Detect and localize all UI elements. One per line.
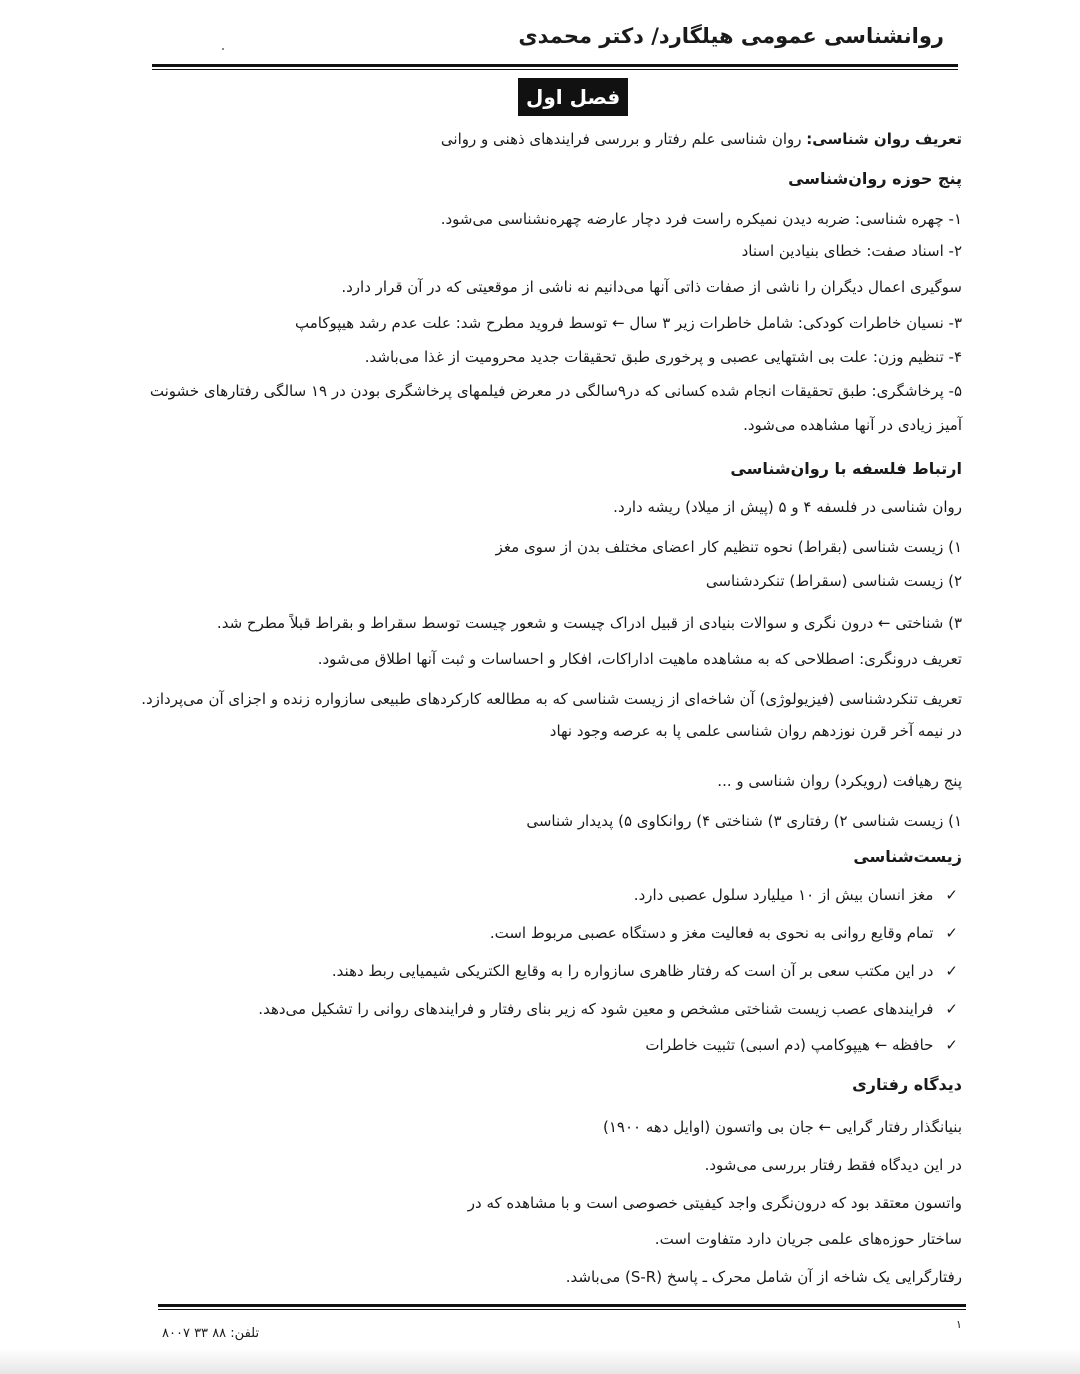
text-line: در نیمه آخر قرن نوزدهم روان شناسی علمی پا به عرصه وجود نهاد <box>549 722 962 740</box>
scan-speck <box>222 48 224 50</box>
scan-edge-shadow <box>0 1348 1080 1374</box>
checklist-item <box>490 922 958 944</box>
footer-phone: تلفن: ۸۸ ۳۳ ۸۰۰۷ <box>162 1326 260 1341</box>
text-line: ۳- نسیان خاطرات کودکی: شامل خاطرات زیر ۳ سال ← توسط فروید مطرح شد: علت عدم رشد هیپوکامپ <box>295 314 962 332</box>
check-icon: ✓ <box>945 924 958 942</box>
checklist-text: در این مکتب سعی بر آن است که رفتار ظاهری سازواره را به وقایع الکتریکی شیمیایی ربط دهند. <box>331 962 934 980</box>
text-line: در این دیدگاه فقط رفتار بررسی می‌شود. <box>704 1156 962 1174</box>
check-icon: ✓ <box>945 886 958 904</box>
text-line: ۴- تنظیم وزن: علت بی اشتهایی عصبی و پرخوری طبق تحقیقات جدید محرومیت از غذا می‌باشد. <box>364 348 962 366</box>
page-header-title: روانشناسی عمومی هیلگارد/ دکتر محمدی <box>518 24 944 48</box>
text-line: ۱- چهره شناسی: ضربه دیدن نمیکره راست فرد دچار عارضه چهره‌نشناسی می‌شود. <box>440 210 962 228</box>
header-rule-thin <box>152 69 958 70</box>
checklist-text: فرایندهای عصب زیست شناختی مشخص و معین شود که زیر بنای رفتار و فرایندهای روانی را تشکیل می‌دهد. <box>258 1000 934 1018</box>
checklist-item <box>645 1034 958 1056</box>
header-rule-thick <box>152 64 958 67</box>
text-line: سوگیری اعمال دیگران را ناشی از صفات ذاتی آنها می‌دانیم نه ناشی از موقعیتی که در آن قرار دارد. <box>341 278 962 296</box>
checklist-text: مغز انسان بیش از ۱۰ میلیارد سلول عصبی دارد. <box>633 886 934 904</box>
check-icon: ✓ <box>945 1000 958 1018</box>
text-line: واتسون معتقد بود که درون‌نگری واجد کیفیتی خصوصی است و با مشاهده که در <box>467 1194 962 1212</box>
definition-label: تعریف روان شناسی: <box>806 130 962 148</box>
section-heading-philosophy: ارتباط فلسفه با روان‌شناسی <box>730 459 962 478</box>
text-line: پنج رهیافت (رویکرد) روان شناسی و ... <box>717 772 962 790</box>
text-line: بنیانگذار رفتار گرایی ← جان بی واتسون (اوایل دهه ۱۹۰۰) <box>603 1118 962 1136</box>
footer-rule-thin <box>158 1309 966 1310</box>
text-line: ۲) زیست شناسی (سقراط) تنکردشناسی <box>705 572 962 590</box>
section-heading-five-areas: پنج حوزه روان‌شناسی <box>788 169 962 188</box>
text-line: ۱) زیست شناسی (بقراط) نحوه تنظیم کار اعضای مختلف بدن از سوی مغز <box>495 538 962 556</box>
text-line: تعریف تنکردشناسی (فیزیولوژی) آن شاخه‌ای از زیست شناسی که به مطالعه کارکردهای طبیعی سازواره زنده و اجزای آن می‌پردازد. <box>141 690 962 708</box>
page-number: ۱ <box>956 1318 962 1331</box>
footer-rule-thick <box>158 1304 966 1307</box>
text-line: تعریف درونگری: اصطلاحی که به مشاهده ماهیت اداراکات، افکار و احساسات و ثبت آنها اطلاق می‌شود. <box>317 650 962 668</box>
chapter-title: فصل اول <box>518 78 628 116</box>
text-line: ساختار حوزه‌های علمی جریان دارد متفاوت است. <box>654 1230 962 1248</box>
text-line: ۵- پرخاشگری: طبق تحقیقات انجام شده کسانی که در۹سالگی در معرض فیلمهای پرخاشگری بودن در ۱۹ سالگی رفتارهای خشونت <box>149 382 962 400</box>
checklist-text: حافظه ← هیپوکامپ (دم اسبی) تثبیت خاطرات <box>645 1036 934 1054</box>
section-heading-behavioral: دیدگاه رفتاری <box>852 1075 962 1094</box>
text-line: ۲- اسناد صفت: خطای بنیادین اسناد <box>741 242 962 260</box>
text-line: روان شناسی در فلسفه ۴ و ۵ (پیش از میلاد) ریشه دارد. <box>613 498 962 516</box>
text-line: رفتارگرایی یک شاخه از آن شامل محرک ـ پاسخ (S-R) می‌باشد. <box>565 1268 962 1286</box>
checklist-item <box>332 960 958 982</box>
checklist-text: تمام وقایع روانی به نحوی به فعالیت مغز و دستگاه عصبی مربوط است. <box>489 924 934 942</box>
definition-text: روان شناسی علم رفتار و بررسی فرایندهای ذهنی و روانی <box>440 130 807 148</box>
check-icon: ✓ <box>945 962 958 980</box>
definition-line <box>441 128 962 150</box>
checklist-item <box>258 998 958 1020</box>
text-line: آمیز زیادی در آنها مشاهده می‌شود. <box>743 416 962 434</box>
text-line: ۱) زیست شناسی ۲) رفتاری ۳) شناختی ۴) روانکاوی ۵) پدیدار شناسی <box>526 812 962 830</box>
check-icon: ✓ <box>945 1036 958 1054</box>
section-heading-biology: زیست‌شناسی <box>853 847 962 866</box>
text-line: ۳) شناختی ← درون نگری و سوالات بنیادی از قبیل ادراک چیست و شعور چیست توسط سقراط و بقراط قبلاً مطرح شد. <box>216 614 962 632</box>
checklist-item <box>634 884 958 906</box>
